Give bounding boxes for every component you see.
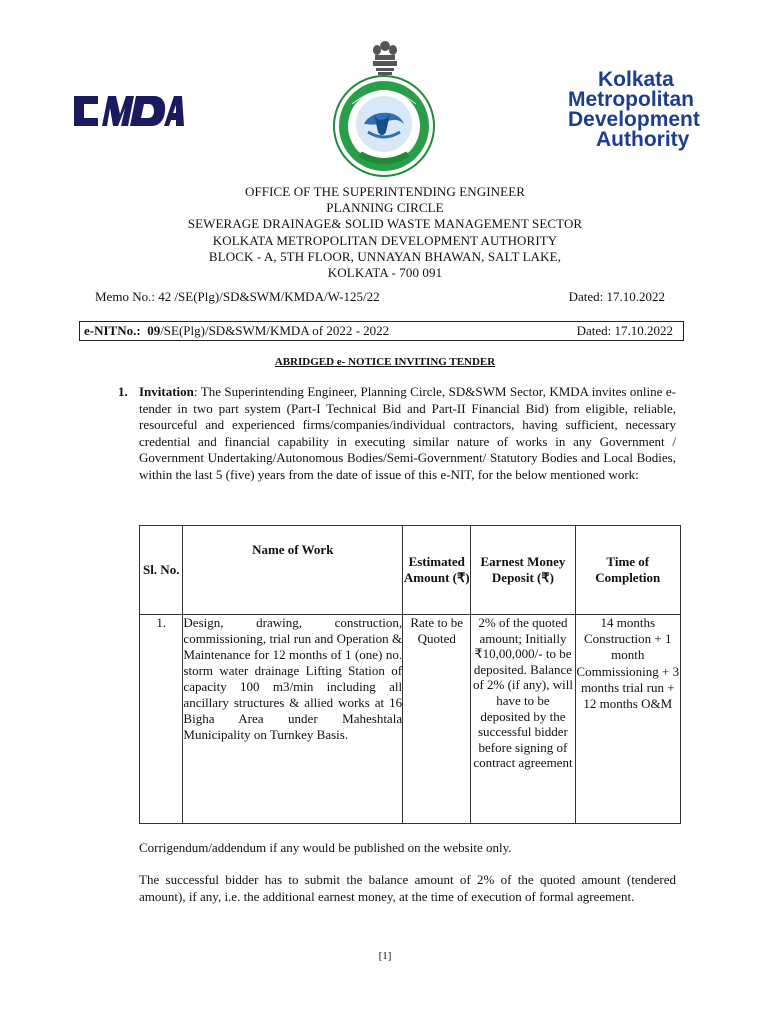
paragraph-number: 1. bbox=[118, 384, 128, 399]
enit-number bbox=[84, 323, 389, 339]
government-seal bbox=[330, 74, 438, 178]
national-emblem-icon bbox=[368, 40, 402, 76]
enit-number-bold: 09 bbox=[147, 323, 161, 338]
table-row bbox=[140, 615, 681, 824]
memo-row bbox=[95, 289, 665, 305]
memo-number: Memo No.: 42 /SE(Plg)/SD&SWM/KMDA/W-125/22 bbox=[95, 289, 380, 304]
office-line: KOLKATA METROPOLITAN DEVELOPMENT AUTHORITY bbox=[212, 232, 558, 248]
invitation-text: : The Superintending Engineer, Planning Circle, SD&SWM Sector, KMDA invites online e-tender in two part system (Part-I Technical Bid and Part-II Financial Bid) from eligible, reliable, resourceful and experienced firms/companies/individual contractors, having sufficient, necessary credential and financial capability in executing similar nature of works in any Government / Government Undertaking/Autonomous Bodies/Semi-Government/ Statutory Bodies and Local Bodies, within the last 5 (five) years from the date of issue of this e-NIT, for the below mentioned work: bbox=[139, 384, 676, 482]
enit-number-rest: /SE(Plg)/SD&SWM/KMDA of 2022 - 2022 bbox=[160, 323, 390, 338]
invitation-paragraph bbox=[118, 384, 676, 483]
enit-label: e-NITNo.: bbox=[84, 323, 141, 338]
header-name-of-work: Name of Work bbox=[183, 526, 403, 615]
memo-date: Dated: 17.10.2022 bbox=[568, 289, 665, 304]
cell-estimated-amount: Rate to be Quoted bbox=[403, 615, 471, 824]
invitation-label: Invitation bbox=[139, 384, 194, 399]
kmda-wordmark bbox=[568, 70, 748, 150]
header-estimated-amount: Estimated Amount (₹) bbox=[403, 526, 471, 615]
kmda-word-4: Authority bbox=[596, 128, 690, 151]
corrigendum-note: Corrigendum/addendum if any would be published on the website only. bbox=[139, 840, 512, 855]
cmda-logo-text: CMDA bbox=[72, 92, 76, 93]
header-emd: Earnest Money Deposit (₹) bbox=[471, 526, 575, 615]
kmda-word-1: Kolkata bbox=[598, 68, 674, 91]
enit-date: Dated: 17.10.2022 bbox=[576, 323, 673, 338]
office-line: SEWERAGE DRAINAGE& SOLID WASTE MANAGEMENT SECTOR bbox=[187, 216, 583, 232]
office-line: PLANNING CIRCLE bbox=[326, 200, 444, 216]
cell-sl-no: 1. bbox=[140, 615, 183, 824]
notice-heading: ABRIDGED e- NOTICE INVITING TENDER bbox=[274, 356, 496, 368]
header-sl-no: Sl. No. bbox=[140, 526, 183, 615]
kmda-word-2: Metropolitan bbox=[568, 88, 694, 111]
successful-bidder-paragraph: The successful bidder has to submit the balance amount of 2% of the quoted amount (tendered amount), if any, i.e. the additional earnest money, at the time of execution of formal agreement. bbox=[139, 872, 676, 904]
kmda-word-3: Development bbox=[568, 108, 700, 131]
works-table bbox=[139, 525, 681, 824]
cmda-logo bbox=[72, 92, 186, 130]
cell-time-of-completion: 14 months Construction + 1 month Commissioning + 3 months trial run + 12 months O&M bbox=[575, 615, 680, 824]
office-address bbox=[0, 184, 770, 281]
office-line: OFFICE OF THE SUPERINTENDING ENGINEER bbox=[244, 184, 526, 199]
header-time-of-completion: Time of Completion bbox=[575, 526, 680, 615]
page-number: [1] bbox=[378, 950, 392, 962]
office-line: KOLKATA - 700 091 bbox=[327, 265, 443, 281]
table-header-row bbox=[140, 526, 681, 615]
seal-text: Biswa Bangla / Govt of West Bengal bbox=[330, 74, 345, 75]
cell-name-of-work: Design, drawing, construction, commissioning, trial run and Operation & Maintenance for 12 months of 1 (one) no. storm water drainage Lifting Station of capacity 100 m3/min including all ancillary structures & allied works at 16 Bigha Area under Maheshtala Municipality on Turnkey Basis. bbox=[183, 615, 403, 824]
office-line: BLOCK - A, 5TH FLOOR, UNNAYAN BHAWAN, SALT LAKE, bbox=[208, 248, 562, 264]
enit-box bbox=[79, 321, 684, 341]
cell-emd: 2% of the quoted amount; Initially ₹10,00,000/- to be deposited. Balance of 2% (if any), will have to be deposited by the successful bidder before signing of contract agreement bbox=[471, 615, 575, 824]
